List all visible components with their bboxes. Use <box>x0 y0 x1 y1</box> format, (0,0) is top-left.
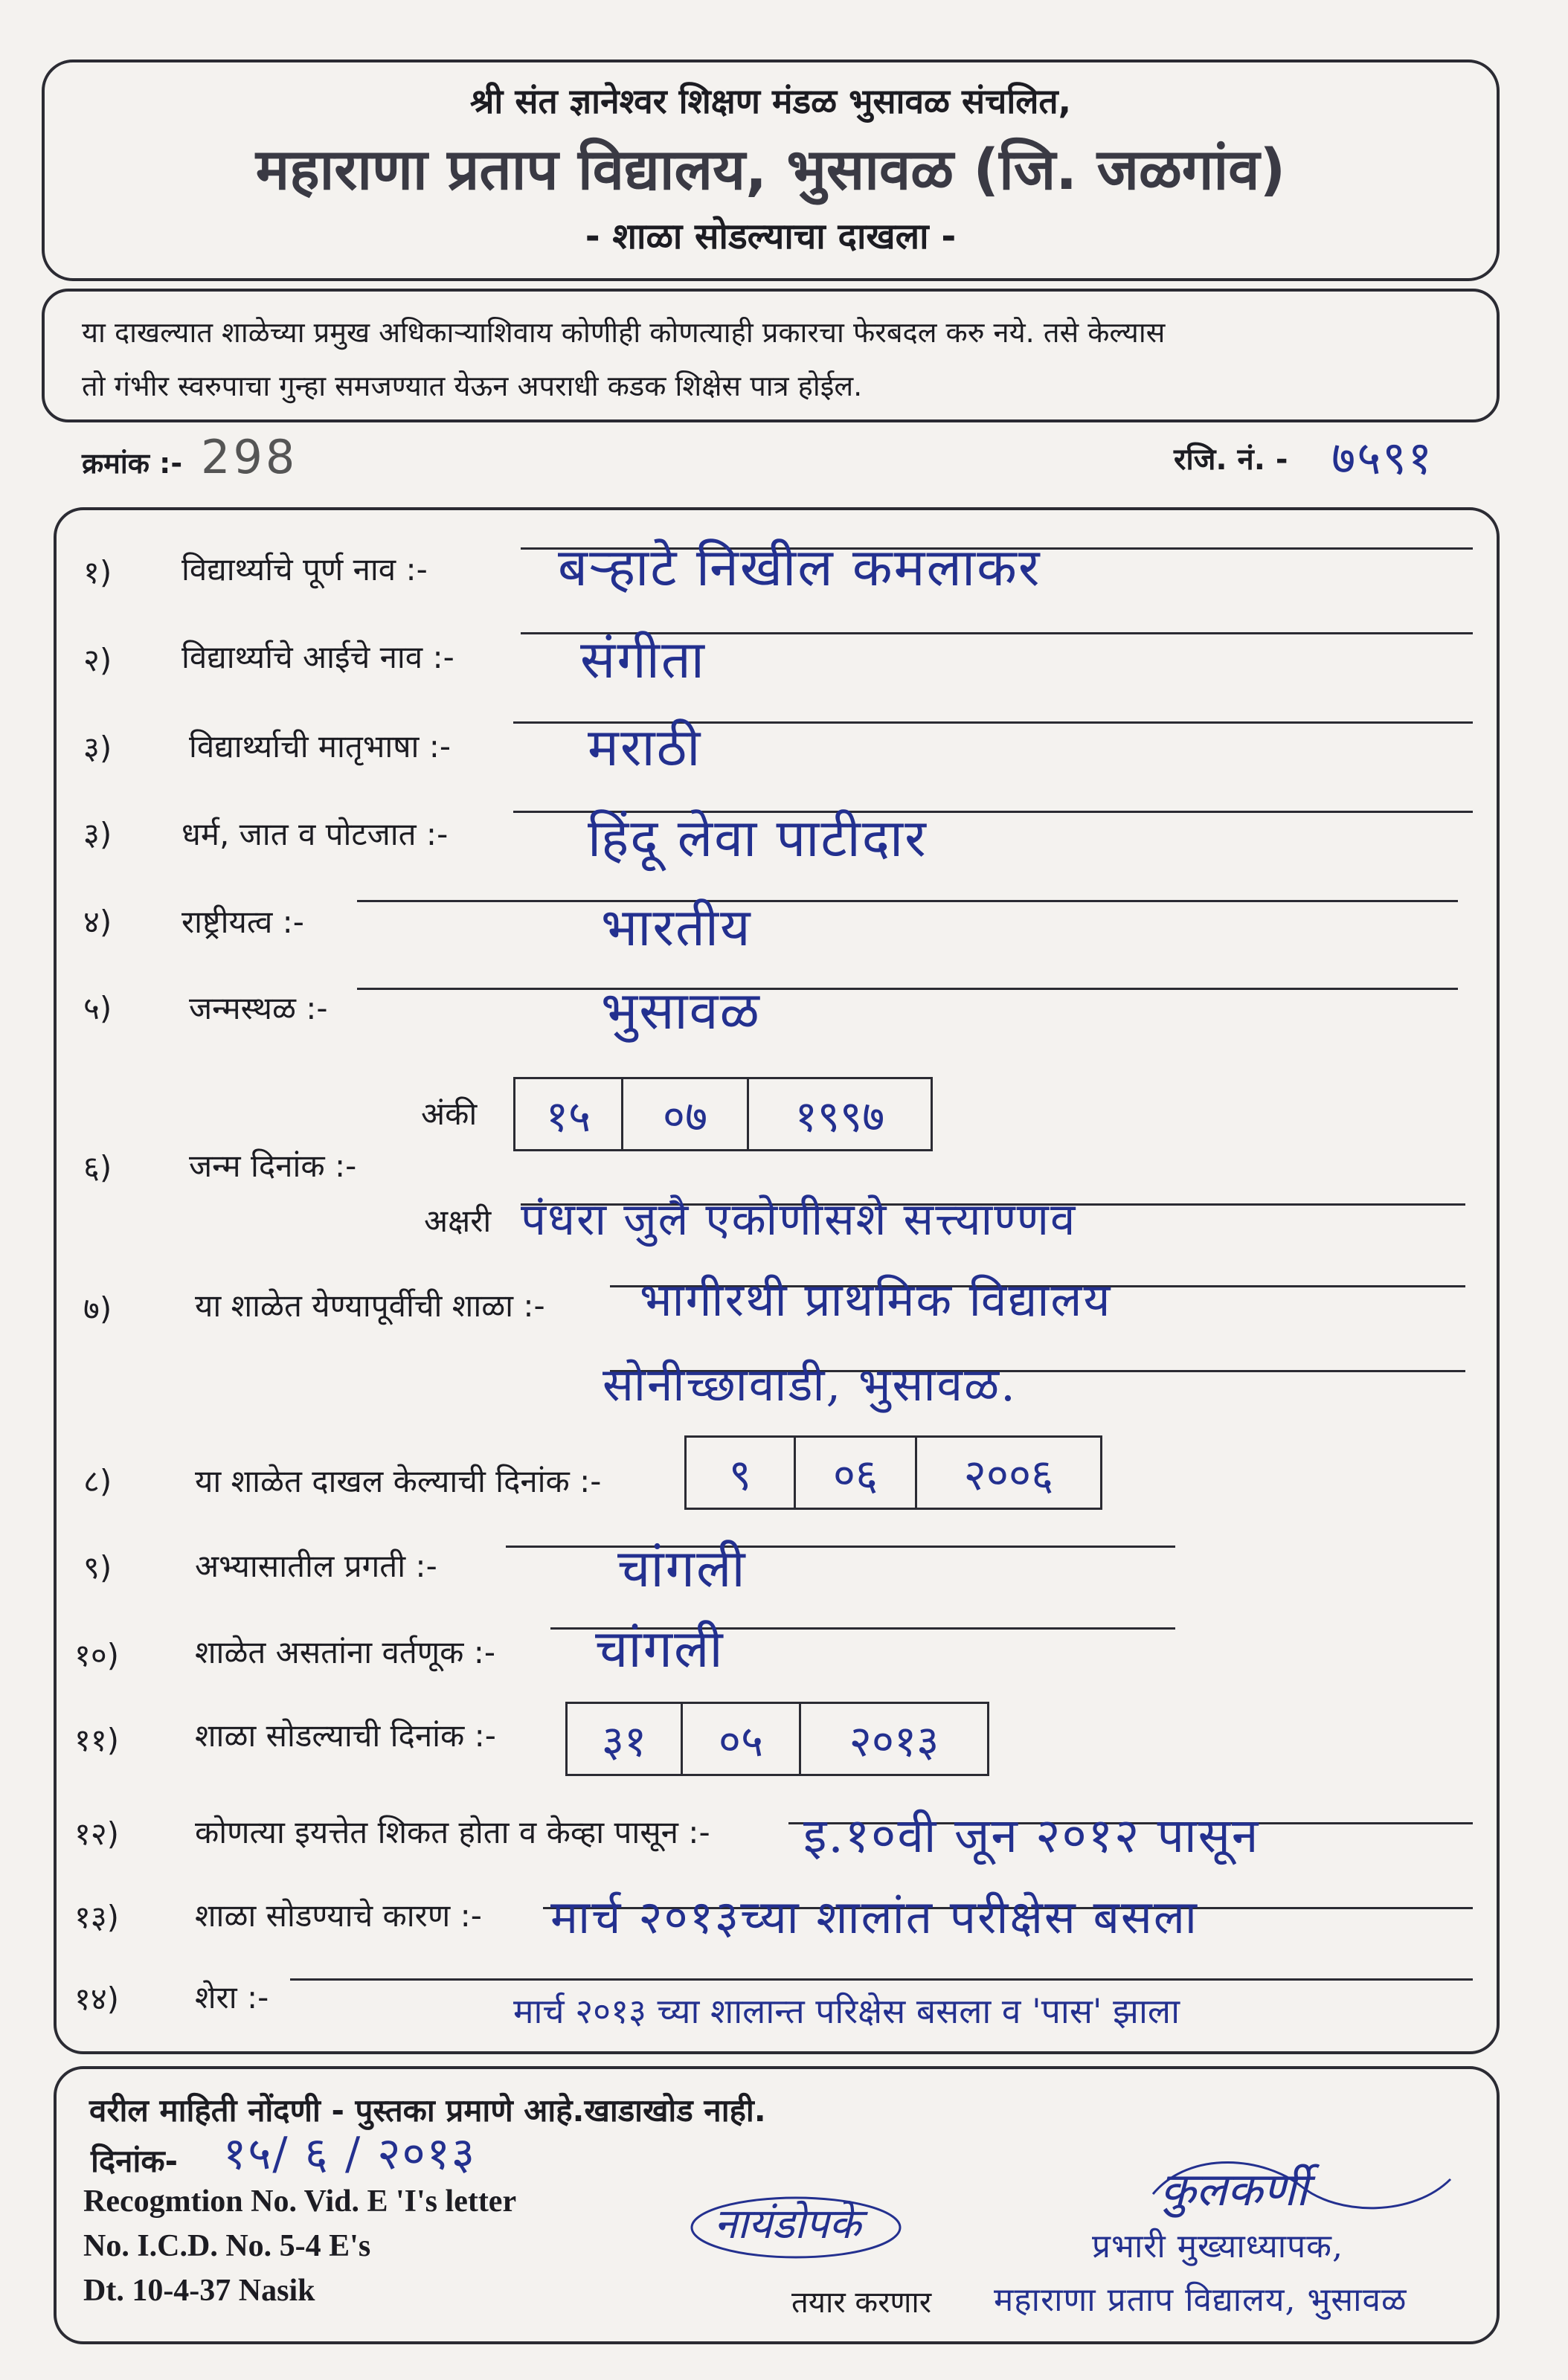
header-box <box>42 60 1500 281</box>
previous-school-line-1: भागीरथी प्राथमिक विद्यालय <box>640 1273 1112 1327</box>
warning-box <box>42 289 1500 422</box>
headmaster-signature: कुलकर्णी <box>1160 2162 1308 2216</box>
warning-line-1: या दाखल्यात शाळेच्या प्रमुख अधिकाऱ्याशिवाय कोणीही कोणत्याही प्रकारचा फेरबदल करु नये. तसे केल्यास <box>82 316 1166 349</box>
recognition-line-1: Recogmtion No. Vid. E 'I's letter <box>83 2184 517 2219</box>
previous-school-line-2: सोनीच्छावाडी, भुसावळ. <box>603 1357 1017 1412</box>
leaving-day-cell: ३१ <box>565 1702 683 1776</box>
field-3b-number: ३) <box>83 816 112 852</box>
mother-tongue: मराठी <box>588 717 702 778</box>
warning-line-2: तो गंभीर स्वरुपाचा गुन्हा समजण्यात येऊन अपराधी कडक शिक्षेस पात्र होईल. <box>82 370 863 402</box>
leaving-month-cell: ०५ <box>681 1702 801 1776</box>
birth-date-words: पंधरा जुलै एकोणीसशे सत्त्याण्णव <box>521 1194 1077 1246</box>
field-14-label: शेरा :- <box>195 1979 269 2016</box>
school-name: महाराणा प्रताप विद्यालय, भुसावळ (जि. जळगांव) <box>255 136 1286 202</box>
leaving-year-cell: २०१३ <box>799 1702 989 1776</box>
field-9-number: ९) <box>83 1549 112 1586</box>
birth-place: भुसावळ <box>601 980 761 1041</box>
field-4-line <box>357 900 1458 902</box>
conduct: चांगली <box>595 1618 724 1679</box>
recognition-line-2: No. I.C.D. No. 5-4 E's <box>83 2229 371 2263</box>
preparer-signature-loop <box>684 2187 907 2268</box>
serial-label: क्रमांक :- <box>82 447 183 480</box>
field-13-number: १३) <box>74 1899 120 1935</box>
field-3b-label: धर्म, जात व पोटजात :- <box>181 816 449 852</box>
field-1-number: १) <box>83 554 112 591</box>
document-title: - शाळा सोडल्याचा दाखला - <box>585 216 957 257</box>
field-10-number: १०) <box>74 1637 120 1673</box>
field-12-number: १२) <box>74 1815 120 1852</box>
field-13-label: शाळा सोडण्याचे कारण :- <box>195 1897 482 1934</box>
recognition-line-3: Dt. 10-4-37 Nasik <box>83 2274 315 2308</box>
mother-name: संगीता <box>580 629 706 690</box>
admission-day-cell: ९ <box>684 1435 796 1510</box>
birth-date-words-label: अक्षरी <box>424 1203 492 1239</box>
field-4-label: राष्ट्रीयत्व :- <box>181 904 304 940</box>
field-3-number: ३) <box>83 730 112 766</box>
field-9-label: अभ्यासातील प्रगती :- <box>195 1548 437 1584</box>
field-8-number: ८) <box>83 1463 112 1499</box>
headmaster-title: प्रभारी मुख्याध्यापक, <box>1092 2228 1343 2265</box>
field-6-label: जन्म दिनांक :- <box>189 1148 357 1184</box>
reg-label: रजि. नं. - <box>1174 443 1288 477</box>
birth-day-cell: १५ <box>513 1077 623 1151</box>
headmaster-signature-loop <box>1146 2149 1458 2224</box>
study-progress: चांगली <box>617 1538 747 1599</box>
field-2-label: विद्यार्थ्याचे आईचे नाव :- <box>181 639 454 675</box>
leaving-reason: मार्च २०१३च्या शालांत परीक्षेस बसला <box>550 1890 1198 1944</box>
field-12-label: कोणत्या इयत्तेत शिकत होता व केव्हा पासून :- <box>195 1814 710 1850</box>
admission-year-cell: २००६ <box>915 1435 1102 1510</box>
field-8-label: या शाळेत दाखल केल्याची दिनांक :- <box>195 1463 602 1499</box>
birth-year-cell: १९९७ <box>747 1077 933 1151</box>
nationality: भारतीय <box>601 897 752 958</box>
remarks: मार्च २०१३ च्या शालान्त परिक्षेस बसला व 'पास' झाला <box>513 1991 1180 2031</box>
class-since: इ.१०वी जून २०१२ पासून <box>803 1809 1260 1864</box>
field-7-label: या शाळेत येण्यापूर्वीची शाळा :- <box>195 1287 545 1324</box>
preparer-label: तयार करणार <box>791 2286 932 2320</box>
footer-date-label: दिनांक- <box>91 2143 179 2179</box>
field-14-number: १४) <box>74 1981 120 2017</box>
field-1-label: विद्यार्थ्याचे पूर्ण नाव :- <box>181 551 428 588</box>
reg-number: ७५९१ <box>1331 431 1433 485</box>
field-2-number: २) <box>83 642 112 678</box>
field-9-line <box>506 1546 1175 1548</box>
admission-month-cell: ०६ <box>794 1435 917 1510</box>
student-full-name: बऱ्हाटे निखील कमलाकर <box>558 537 1041 598</box>
field-5-line <box>357 988 1458 990</box>
field-4-number: ४) <box>83 904 112 940</box>
field-5-label: जन्मस्थळ :- <box>189 990 328 1026</box>
field-6-number: ६) <box>83 1149 112 1186</box>
field-11-label: शाळा सोडल्याची दिनांक :- <box>195 1717 496 1754</box>
religion-caste: हिंदू लेवा पाटीदार <box>588 808 928 869</box>
field-5-number: ५) <box>83 990 112 1026</box>
footer-date-value: १५/ ६ / २०१३ <box>223 2128 477 2180</box>
preparer-signature: नायंडोपके <box>714 2200 861 2248</box>
serial-number: 298 <box>201 430 298 484</box>
field-3-label: विद्यार्थ्याची मातृभाषा :- <box>189 728 452 765</box>
birth-date-digits-label: अंकी <box>421 1096 478 1132</box>
field-11-number: ११) <box>74 1722 120 1758</box>
headmaster-school: महाराणा प्रताप विद्यालय, भुसावळ <box>994 2281 1407 2319</box>
field-14-line <box>290 1978 1473 1981</box>
footer-note: वरील माहिती नोंदणी - पुस्तका प्रमाणे आहे.खाडाखोड नाही. <box>89 2092 766 2129</box>
field-7-number: ७) <box>83 1290 112 1327</box>
field-10-label: शाळेत असतांना वर्तणूक :- <box>195 1634 496 1670</box>
society-line: श्री संत ज्ञानेश्वर शिक्षण मंडळ भुसावळ संचलित, <box>469 81 1072 121</box>
birth-month-cell: ०७ <box>621 1077 749 1151</box>
